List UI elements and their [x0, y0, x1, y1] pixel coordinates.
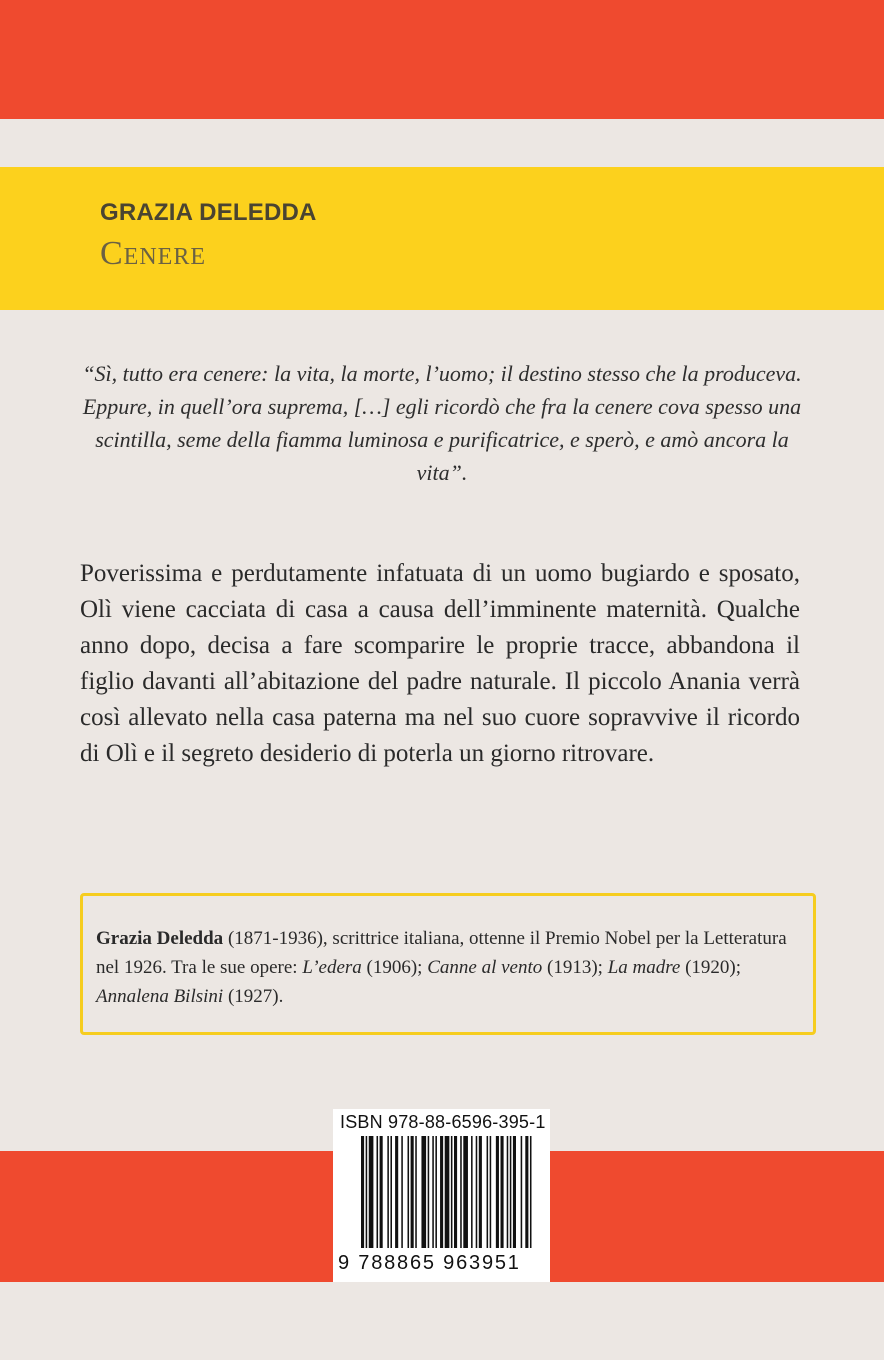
barcode-bar: [432, 1136, 434, 1248]
barcode-bar: [435, 1136, 437, 1248]
bio-work-title: Canne al vento: [427, 957, 543, 978]
bio-work-title: Annalena Bilsini: [96, 986, 224, 1007]
barcode-bar: [530, 1136, 532, 1248]
epigraph-quote: “Sì, tutto era cenere: la vita, la morte, l’uomo; il destino stesso che la produceva. Eppure, in quell’ora suprema, […] egli ricordò che fra la cenere cova spesso una scintilla, seme della fiamma luminosa e purificatrice, e sperò, e amò ancora la vita”.: [82, 361, 802, 485]
barcode-digits: 9 788865 963951: [338, 1252, 521, 1274]
barcode-icon: [333, 1134, 550, 1252]
barcode-bar: [513, 1136, 516, 1248]
barcode-bar: [390, 1136, 392, 1248]
barcode-bar: [366, 1136, 368, 1248]
barcode-bar: [525, 1136, 528, 1248]
barcode-bar: [463, 1136, 468, 1248]
barcode-bar: [476, 1136, 478, 1248]
bio-text: (1906);: [361, 957, 428, 978]
bio-text: (1871-1936), scrittrice italiana, ottenne il Premio Nobel per la Letteratura nel 1926. Tra le sue opere:: [96, 928, 787, 978]
barcode-bar: [471, 1136, 473, 1248]
barcode-bar: [454, 1136, 457, 1248]
barcode-bar: [428, 1136, 430, 1248]
barcode-bar: [387, 1136, 389, 1248]
bio-text: (1927).: [223, 986, 284, 1007]
barcode-bar: [501, 1136, 504, 1248]
barcode-bar: [460, 1136, 462, 1248]
barcode-bar: [451, 1136, 453, 1248]
barcode-bar: [479, 1136, 482, 1248]
barcode-bar: [395, 1136, 398, 1248]
author-bio: [96, 924, 796, 1011]
barcode-bar: [510, 1136, 512, 1248]
top-red-band: [0, 0, 884, 119]
barcode-bar: [496, 1136, 499, 1248]
barcode-bar: [487, 1136, 489, 1248]
bio-work-title: La madre: [607, 957, 681, 978]
bio-text: (1913);: [542, 957, 608, 978]
synopsis-text: Poverissima e perdutamente infatuata di un uomo bugiardo e sposato, Olì viene cacciata di casa a causa dell’imminente maternità. Qualche anno dopo, decisa a fare scomparire le proprie tracce, abbandona il figlio davanti all’abitazione del padre naturale. Il piccolo Anania verrà così allevato nella casa paterna ma nel suo cuore sopravvive il ricordo di Olì e il segreto desiderio di poterla un giorno ritrovare.: [80, 560, 800, 767]
isbn-label: ISBN 978-88-6596-395-1: [340, 1112, 546, 1132]
barcode-bar: [507, 1136, 509, 1248]
barcode-bar: [380, 1136, 383, 1248]
barcode-bar: [377, 1136, 379, 1248]
bio-text: (1920);: [680, 957, 742, 978]
barcode-bar: [408, 1136, 410, 1248]
barcode-bar: [440, 1136, 443, 1248]
author-name: GRAZIA DELEDDA: [100, 199, 317, 226]
barcode-bar: [369, 1136, 374, 1248]
book-title: Cenere: [100, 235, 206, 272]
barcode-bar: [415, 1136, 417, 1248]
bio-author-name: Grazia Deledda: [96, 928, 224, 949]
barcode-bar: [411, 1136, 414, 1248]
barcode-bar: [445, 1136, 450, 1248]
barcode-bar: [490, 1136, 492, 1248]
barcode-bar: [521, 1136, 523, 1248]
bio-work-title: L’edera: [302, 957, 362, 978]
barcode-bar: [361, 1136, 364, 1248]
barcode-bar: [401, 1136, 403, 1248]
barcode-bar: [421, 1136, 426, 1248]
